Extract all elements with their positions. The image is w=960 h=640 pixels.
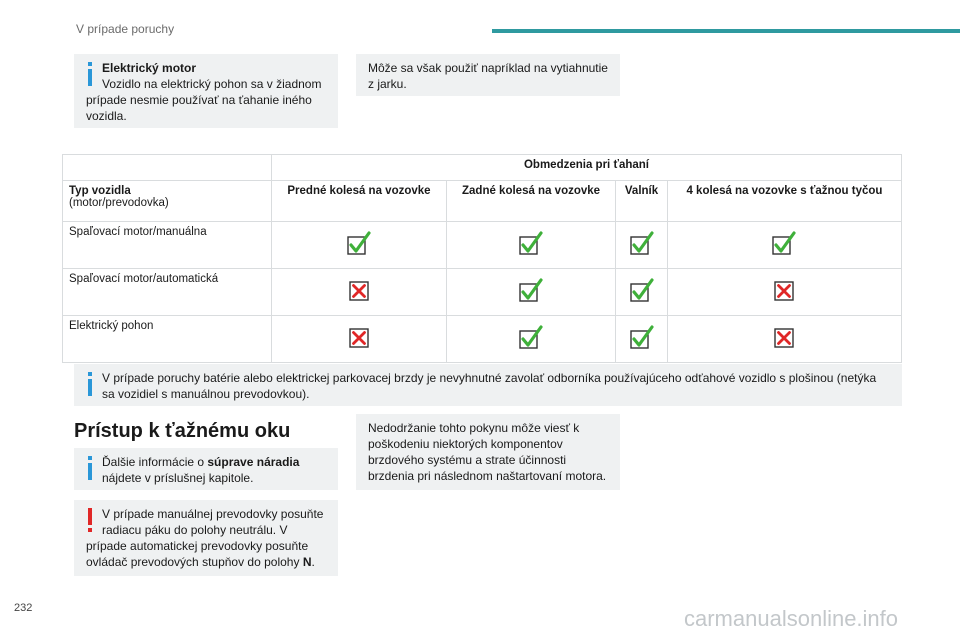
section-title: Prístup k ťažnému oku [74,420,291,442]
status-cell [667,269,901,316]
cross-icon [770,277,798,305]
status-cell [446,316,615,363]
check-icon [517,324,545,352]
status-cell [446,269,615,316]
towing-limits-header: Obmedzenia pri ťahaní [272,155,902,181]
info-icon [86,456,94,480]
cross-icon [345,324,373,352]
ditch-note [356,54,620,96]
check-icon [770,230,798,258]
cross-icon [345,277,373,305]
check-icon [517,277,545,305]
note-text: V prípade poruchy batérie alebo elektrickej parkovacej brzdy je nevyhnutné zavolať odborníka používajúceho odťahové vozidlo s plošinou (netýka sa vozidiel s manuálnou prevodovkou). [102,371,877,401]
status-cell [667,222,901,269]
status-cell [667,316,901,363]
note-bold-text: súprave náradia [207,455,300,469]
note-text-before: V prípade manuálnej prevodovky posuňte radiacu páku do polohy neutrálu. V prípade automatickej prevodovky posuňte ovládač prevodových stupňov do polohy [86,507,324,569]
section-header-title: V prípade poruchy [76,22,175,36]
consequence-note [356,414,620,490]
page-number: 232 [14,602,33,614]
note-text-after: . [311,555,315,569]
row-label: Elektrický pohon [63,316,272,363]
check-icon [517,230,545,258]
status-cell [272,269,447,316]
column-header: Valník [616,181,668,222]
column-header: 4 kolesá na vozovke s ťažnou tyčou [667,181,901,222]
electric-motor-note [74,54,338,128]
watermark: carmanualsonline.info [684,606,899,631]
check-icon [628,230,656,258]
row-label: Spaľovací motor/automatická [63,269,272,316]
table-empty-cell [63,155,272,181]
check-icon [345,230,373,258]
table-row [63,222,902,269]
info-icon [86,372,94,396]
vehicle-type-header [63,181,272,222]
info-icon [86,62,94,86]
row-label: Spaľovací motor/manuálna [63,222,272,269]
more-info-note [74,448,338,490]
note-text: Nedodržanie tohto pokynu môže viesť k poškodeniu niektorých komponentov brzdového systému a strate účinnosti brzdenia pri následnom naštartovaní motora. [368,421,607,483]
status-cell [616,222,668,269]
check-icon [628,324,656,352]
status-cell [272,222,447,269]
header-accent-bar [492,29,960,33]
note-text: Vozidlo na elektrický pohon sa v žiadnom prípade nesmie používať na ťahanie iného vozidla. [86,77,322,123]
cross-icon [770,324,798,352]
vehicle-type-label: Typ vozidla [69,185,131,197]
note-text: Môže sa však použiť napríklad na vytiahnutie z jarku. [368,61,608,91]
check-icon [628,277,656,305]
note-bold-text: N [302,555,312,569]
gear-warning-note [74,500,338,576]
table-row [63,269,902,316]
table-row [63,316,902,363]
column-header: Predné kolesá na vozovke [272,181,447,222]
note-text-after: nájdete v príslušnej kapitole. [102,471,254,485]
status-cell [616,316,668,363]
vehicle-type-sublabel: (motor/prevodovka) [69,197,169,209]
battery-note [74,364,902,406]
warning-icon [86,508,94,532]
note-text-before: Ďalšie informácie o [102,455,208,469]
towing-limits-table [62,154,902,363]
note-title: Elektrický motor [102,61,197,75]
status-cell [446,222,615,269]
column-header: Zadné kolesá na vozovke [446,181,615,222]
status-cell [616,269,668,316]
status-cell [272,316,447,363]
